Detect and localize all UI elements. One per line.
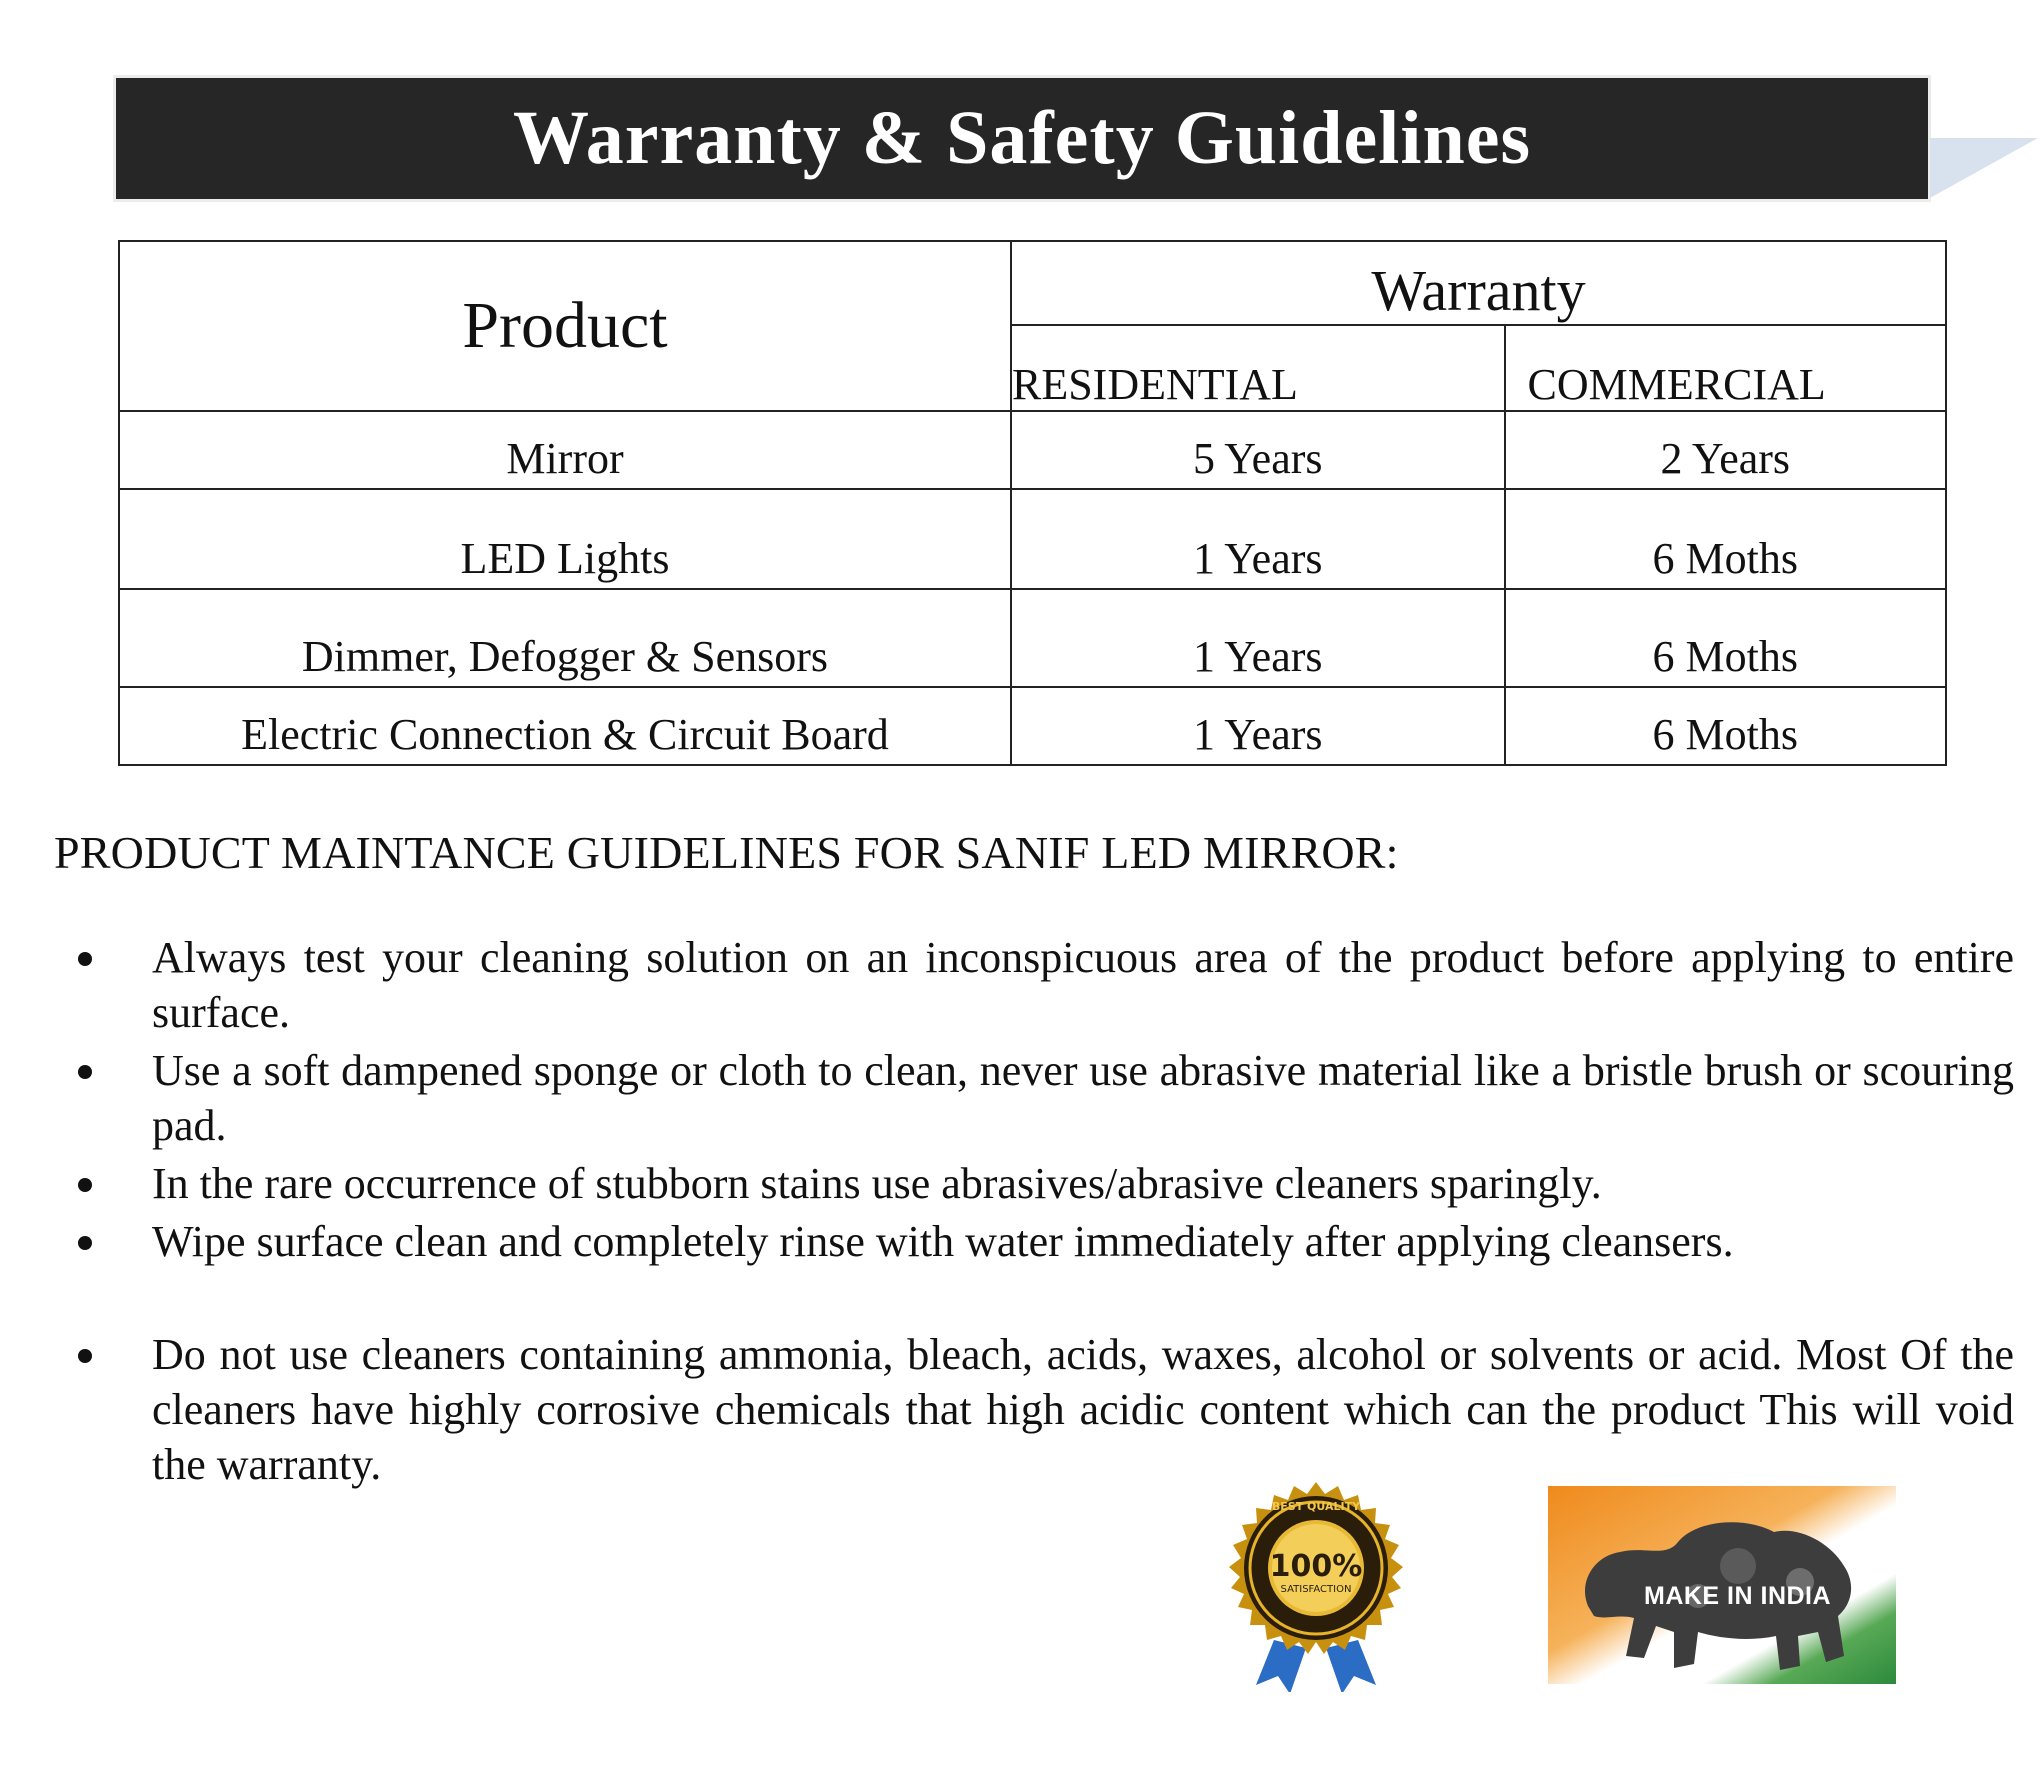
satisfaction-badge-icon xyxy=(1216,1480,1416,1692)
corner-decoration xyxy=(1930,132,2040,202)
list-item xyxy=(54,1043,2014,1153)
quality-ring-text: BEST QUALITY xyxy=(1271,1500,1361,1513)
commercial-cell: 6 Moths xyxy=(1505,589,1947,687)
table-row xyxy=(119,411,1946,489)
make-in-india-logo xyxy=(1548,1486,1896,1684)
satisfaction-label: SATISFACTION xyxy=(1280,1584,1352,1595)
residential-cell: 5 Years xyxy=(1011,411,1505,489)
residential-cell: 1 Years xyxy=(1011,489,1505,589)
bullet-icon xyxy=(78,1178,92,1192)
list-item xyxy=(54,1327,2014,1492)
table-row xyxy=(119,489,1946,589)
commercial-cell: 6 Moths xyxy=(1505,489,1947,589)
residential-header: RESIDENTIAL xyxy=(1011,325,1505,411)
title-banner xyxy=(116,78,1928,199)
bullet-icon xyxy=(78,1065,92,1079)
list-item xyxy=(54,1156,2014,1211)
residential-cell: 1 Years xyxy=(1011,589,1505,687)
commercial-cell: 2 Years xyxy=(1505,411,1947,489)
list-item xyxy=(54,1214,2014,1269)
bullet-icon xyxy=(78,952,92,966)
list-item-text: In the rare occurrence of stubborn stains use abrasives/abrasive cleaners sparingly. xyxy=(152,1159,1602,1208)
list-item-text: Always test your cleaning solution on an inconspicuous area of the product before applying to entire surface. xyxy=(152,933,2014,1037)
product-cell: LED Lights xyxy=(119,489,1011,589)
guidelines-title: PRODUCT MAINTANCE GUIDELINES FOR SANIF LED MIRROR: xyxy=(54,827,1399,878)
make-in-india-text: MAKE IN INDIA xyxy=(1644,1582,1832,1610)
list-item xyxy=(54,930,2014,1040)
product-column-header: Product xyxy=(119,241,1011,411)
guidelines-list xyxy=(54,930,2014,1495)
commercial-cell: 6 Moths xyxy=(1505,687,1947,765)
warranty-column-header: Warranty xyxy=(1011,241,1946,325)
bullet-icon xyxy=(78,1349,92,1363)
bullet-icon xyxy=(78,1236,92,1250)
commercial-header: COMMERCIAL xyxy=(1505,325,1947,411)
table-row xyxy=(119,687,1946,765)
list-item-text: Do not use cleaners containing ammonia, bleach, acids, waxes, alcohol or solvents or acid. Most Of the cleaners have highly corrosive chemicals that high acidic content which can the product This will void the warranty. xyxy=(152,1330,2014,1489)
list-item-text: Use a soft dampened sponge or cloth to clean, never use abrasive material like a bristle brush or scouring pad. xyxy=(152,1046,2014,1150)
residential-cell: 1 Years xyxy=(1011,687,1505,765)
product-cell: Electric Connection & Circuit Board xyxy=(119,687,1011,765)
table-row xyxy=(119,589,1946,687)
warranty-table xyxy=(118,240,1947,766)
satisfaction-percent: 100% xyxy=(1269,1549,1363,1584)
list-item-text: Wipe surface clean and completely rinse with water immediately after applying cleansers. xyxy=(152,1217,1734,1266)
page-title: Warranty & Safety Guidelines xyxy=(512,96,1532,180)
product-cell: Mirror xyxy=(119,411,1011,489)
product-cell: Dimmer, Defogger & Sensors xyxy=(119,589,1011,687)
